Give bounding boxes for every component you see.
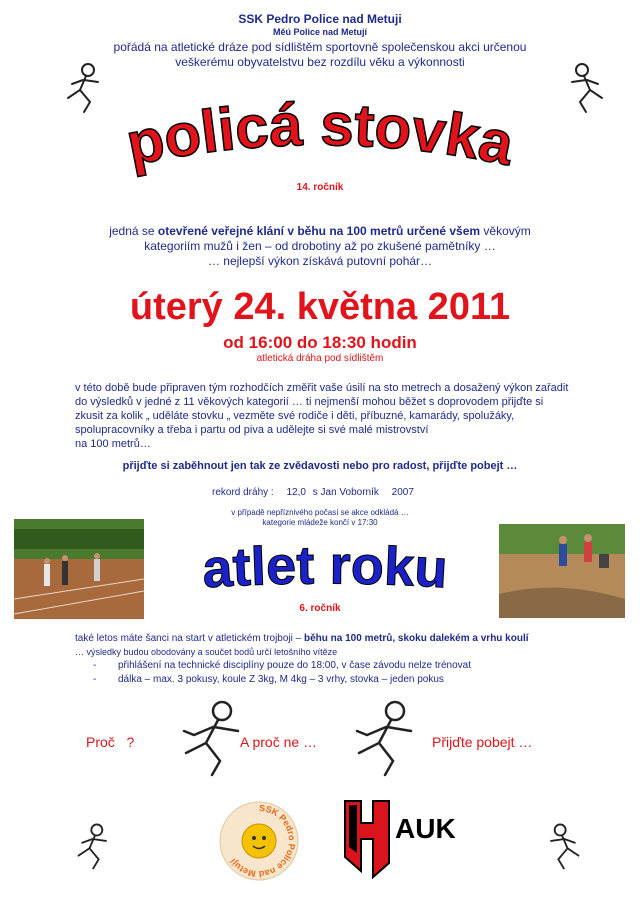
- slogan-why: Proč ?: [86, 734, 135, 750]
- intro-line-3: … nejlepší výkon získává putovní pohár…: [207, 254, 433, 268]
- description-line: na 100 metrů…: [75, 438, 151, 450]
- slogan-why-not: A proč ne …: [240, 734, 318, 750]
- event-date: úterý 24. května 2011: [129, 286, 511, 328]
- intro-line-1: [0, 224, 640, 238]
- atlet-edition: 6. ročník: [299, 603, 341, 614]
- runner-icon: [540, 820, 595, 872]
- triathlon-bullet: -: [93, 660, 97, 671]
- event-venue: atletická dráha pod sídlištěm: [256, 353, 384, 364]
- slogan-come: Přijďte pobejt …: [432, 734, 533, 750]
- hauk-logo: [343, 793, 473, 883]
- description-line: spolupracovníky a třeba i partu od piva a udělejte si své malé mistrovství: [75, 424, 429, 436]
- triathlon-pre: také letos máte šanci na start v atletickém trojboji –: [75, 633, 304, 644]
- pedro-logo-text: SSK Pedro Police nad Metují: [227, 802, 298, 880]
- header-line-1: pořádá na atletické dráze pod sídlištěm sportovně společenskou akci určenou: [113, 40, 527, 54]
- pedro-logo: [218, 800, 300, 882]
- triathlon-bullet-text: přihlášení na technické disciplíny pouze do 18:00, v čase závodu nelze trénovat: [118, 660, 471, 671]
- description: [75, 381, 595, 451]
- triathlon-line-2: … výsledky budou obodovány a součet bodů určí letošního vítěze: [75, 647, 338, 657]
- description-line: zkusit za kolik „ uděláte stovku „ vezměte své rodiče i děti, příbuzné, kamarády, spolužáky,: [75, 410, 515, 422]
- header-line-2: veškerému obyvatelstvu bez rozdílu věku a výkonnosti: [175, 55, 465, 69]
- intro-post: věkovým: [480, 224, 531, 238]
- triathlon-bold: běhu na 100 metrů, skoku dalekém a vrhu koulí: [304, 633, 529, 644]
- main-title-text: policá stovka: [120, 90, 520, 179]
- organizer-name: SSK Pedro Police nad Metuji: [238, 12, 402, 26]
- atlet-title-text: atlet roku: [200, 535, 450, 600]
- record-holder: s Jan Voborník: [312, 487, 379, 498]
- intro-line-2: kategoriím mužů i žen – od drobotiny až po zkušené pamětníky …: [144, 239, 496, 253]
- record-year: 2007: [391, 487, 414, 498]
- atlet-title: [140, 530, 510, 610]
- invite-text: přijďte si zaběhnout jen tak ze zvědavosti nebo pro radost, přijďte pobejt …: [122, 460, 518, 472]
- runner-icon: [160, 697, 250, 779]
- runner-icon: [333, 697, 423, 779]
- youth-note: kategorie mládeže končí v 17:30: [262, 518, 378, 527]
- weather-note: v případě nepříznivého počasí se akce odkládá …: [231, 508, 409, 517]
- triathlon-bullet-text: dálka – max. 3 pokusy, koule Z 3kg, M 4kg – 3 vrhy, stovka – jeden pokus: [118, 674, 444, 685]
- municipality: Měú Police nad Metují: [272, 27, 367, 37]
- intro-bold: otevřené veřejné klání v běhu na 100 metrů určené všem: [157, 224, 481, 238]
- event-time: od 16:00 do 18:30 hodin: [223, 333, 417, 352]
- record-time: 12,0: [286, 487, 306, 498]
- triathlon-line-1: [75, 633, 635, 644]
- track-record: [212, 487, 414, 498]
- hauk-text: AUK: [395, 813, 456, 844]
- title-edition: 14. ročník: [296, 182, 344, 193]
- record-label: rekord dráhy :: [212, 487, 274, 498]
- runner-icon: [62, 820, 117, 872]
- intro-pre: jedná se: [109, 224, 158, 238]
- description-line: do výsledků v jedné z 11 věkových kategorií … ti nejmenší mohou běžet s doprovodem přijďte si: [75, 396, 544, 408]
- triathlon-bullet: -: [93, 674, 97, 685]
- description-line: v této době bude připraven tým rozhodčích změřit vaše úsilí na sto metrech a dosažený výkon zařadit: [75, 382, 569, 394]
